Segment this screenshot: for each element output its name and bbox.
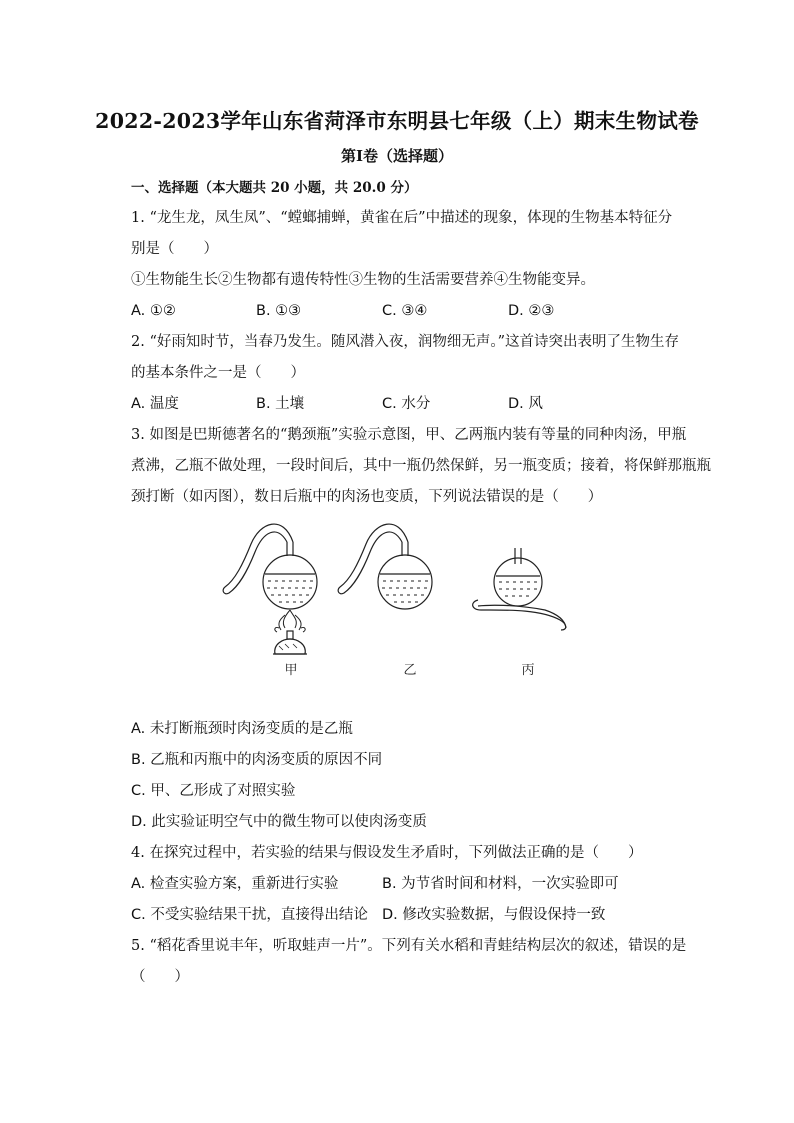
question-1-option-a: A. ①② xyxy=(131,303,176,319)
question-1-stem-line-1: 1. “龙生龙，凤生凤”、“螳螂捕蝉，黄雀在后”中描述的现象，体现的生物基本特征分 xyxy=(131,210,673,226)
flask-yi xyxy=(338,524,432,609)
figure-label-yi: 乙 xyxy=(403,663,417,678)
figure-label-bing: 丙 xyxy=(521,663,535,678)
section-heading: 一、选择题（本大题共 20 小题，共 20.0 分） xyxy=(131,180,418,196)
flask-bing xyxy=(473,548,566,630)
document-title: 2022-2023学年山东省菏泽市东明县七年级（上）期末生物试卷 xyxy=(95,109,699,133)
question-3-stem-line-3: 颈打断（如丙图），数日后瓶中的肉汤也变质，下列说法错误的是（ ） xyxy=(131,489,603,505)
question-4-option-b: B. 为节省时间和材料，一次实验即可 xyxy=(382,876,619,892)
question-1-option-d: D. ②③ xyxy=(508,303,555,319)
question-3-option-b: B. 乙瓶和丙瓶中的肉汤变质的原因不同 xyxy=(131,752,383,768)
question-3-stem-line-1: 3. 如图是巴斯德著名的“鹅颈瓶”实验示意图，甲、乙两瓶内装有等量的同种肉汤，甲瓶 xyxy=(131,427,687,443)
question-4-option-c: C. 不受实验结果干扰，直接得出结论 xyxy=(131,907,368,923)
question-1-option-b: B. ①③ xyxy=(256,303,302,319)
swan-neck-flask-figure xyxy=(215,512,580,690)
question-1-option-c: C. ③④ xyxy=(382,303,428,319)
question-2-option-a: A. 温度 xyxy=(131,396,179,412)
question-3-option-a: A. 未打断瓶颈时肉汤变质的是乙瓶 xyxy=(131,721,353,737)
question-1-stem-line-2: 别是（ ） xyxy=(131,241,218,257)
question-2-stem-line-1: 2. “好雨知时节，当春乃发生。随风潜入夜，润物细无声。”这首诗突出表明了生物生存 xyxy=(131,334,680,350)
question-4-stem-line-1: 4. 在探究过程中，若实验的结果与假设发生矛盾时，下列做法正确的是（ ） xyxy=(131,845,643,861)
question-4-option-a: A. 检查实验方案，重新进行实验 xyxy=(131,876,339,892)
question-5-stem-line-2: （ ） xyxy=(131,969,189,985)
question-3-option-d: D. 此实验证明空气中的微生物可以使肉汤变质 xyxy=(131,814,427,830)
question-1-stem-line-3: ①生物能生长②生物都有遗传特性③生物的生活需要营养④生物能变异。 xyxy=(131,272,595,288)
flask-jia xyxy=(223,524,317,654)
question-5-stem-line-1: 5. “稻花香里说丰年，听取蛙声一片”。下列有关水稻和青蛙结构层次的叙述，错误的是 xyxy=(131,938,687,954)
question-2-option-c: C. 水分 xyxy=(382,396,431,412)
question-3-stem-line-2: 煮沸，乙瓶不做处理，一段时间后，其中一瓶仍然保鲜，另一瓶变质；接着，将保鲜那瓶瓶 xyxy=(131,458,711,474)
document-subtitle: 第Ⅰ卷（选择题） xyxy=(340,147,454,165)
question-4-option-d: D. 修改实验数据，与假设保持一致 xyxy=(382,907,606,923)
question-2-option-b: B. 土壤 xyxy=(256,396,305,412)
question-3-option-c: C. 甲、乙形成了对照实验 xyxy=(131,783,296,799)
question-2-stem-line-2: 的基本条件之一是（ ） xyxy=(131,365,305,381)
figure-label-jia: 甲 xyxy=(284,663,298,678)
question-2-option-d: D. 风 xyxy=(508,396,543,412)
